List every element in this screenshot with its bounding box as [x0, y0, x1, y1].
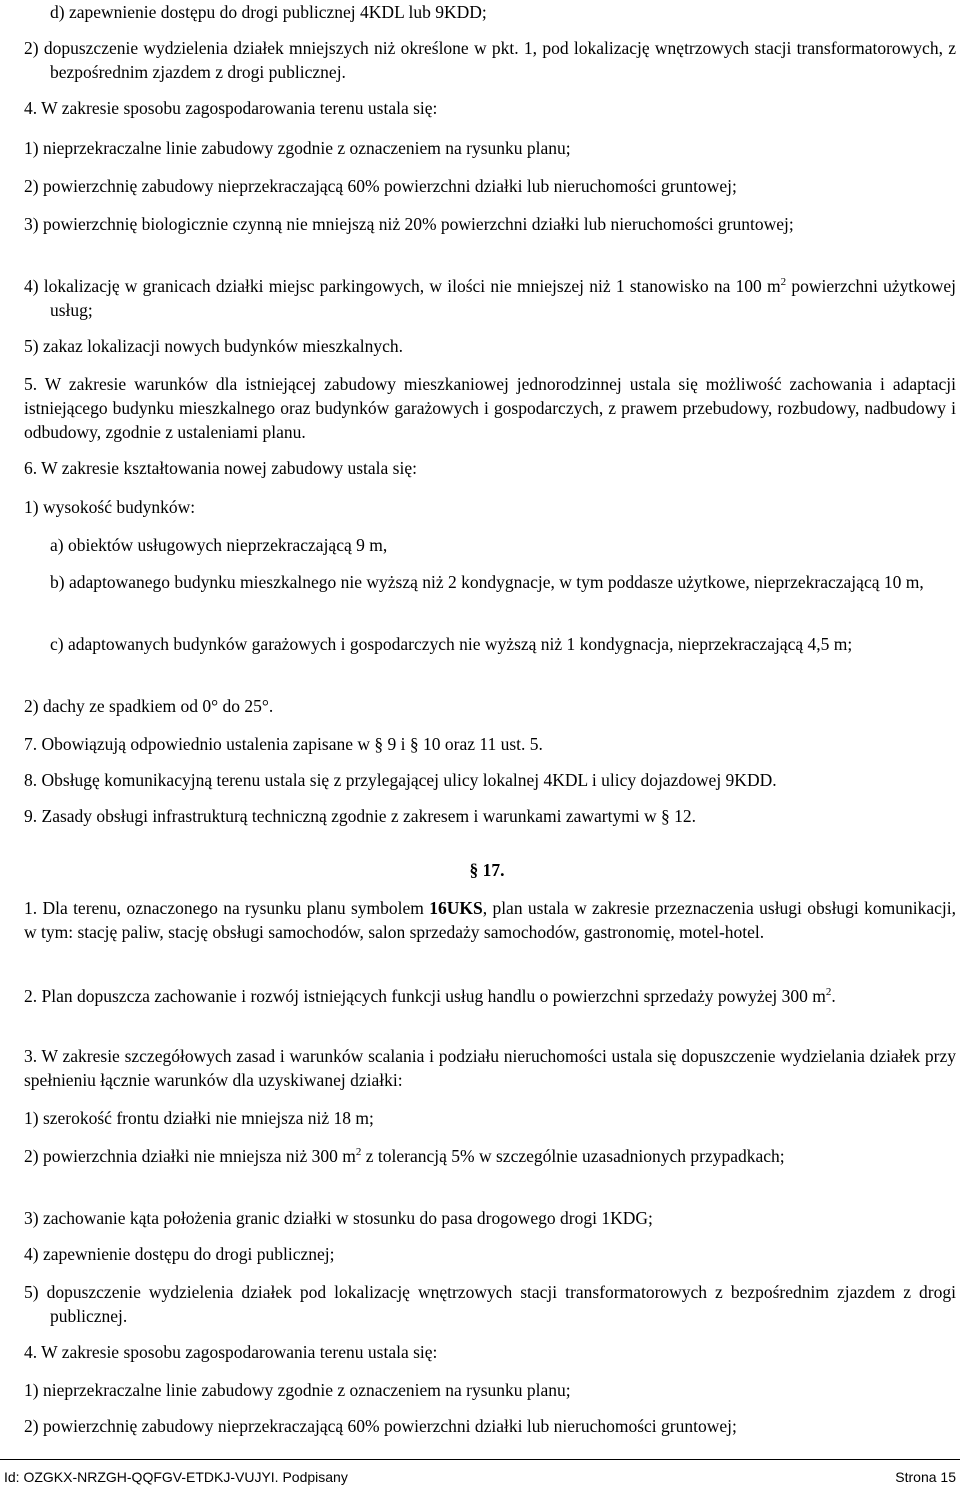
s17-sub-3: 3) zachowanie kąta położenia granic działki w stosunku do pasa drogowego drogi 1KDG;	[24, 1208, 653, 1228]
item-4-parking: 4) lokalizację w granicach działki miejsc parkingowych, w ilości nie mniejszej niż 1 stanowisko na 100 $m^2$ powierzchni użytkowej usług;	[24, 276, 956, 320]
section-6-heading: 6. W zakresie kształtowania nowej zabudowy ustala się:	[24, 458, 417, 478]
superscript: 2	[780, 276, 787, 289]
item-2-building-area: 2) powierzchnię zabudowy nieprzekraczającą 60% powierzchni działki lub nieruchomości gruntowej;	[24, 176, 737, 196]
item-1-height: 1) wysokość budynków:	[24, 497, 196, 517]
s17-item-1: 1. Dla terenu, oznaczonego na rysunku planu symbolem 16UKS, plan ustala w zakresie przeznaczenia usługi obsługi komunikacji, w tym: stację paliw, stację obsługi samochodów, salon sprzedaży samochodów, gastronomię, motel-hotel.	[24, 898, 956, 942]
item-3-biological-area: 3) powierzchnię biologicznie czynną nie mniejszą niż 20% powierzchni działki lub nieruchomości gruntowej;	[24, 214, 794, 234]
item-2-division: 2) dopuszczenie wydzielenia działek mniejszych niż określone w pkt. 1, pod lokalizację wnętrzowych stacji transformatorowych, z bezpośrednim zjazdem z drogi publicznej.	[24, 38, 956, 82]
item-2-roofs: 2) dachy ze spadkiem od 0° do 25°.	[24, 696, 274, 716]
zone-symbol: 16UKS	[429, 898, 483, 918]
item-d-access: d) zapewnienie dostępu do drogi publicznej 4KDL lub 9KDD;	[50, 2, 487, 22]
section-4-heading: 4. W zakresie sposobu zagospodarowania terenu ustala się:	[24, 98, 438, 118]
footer-page-number: Strona 15	[895, 1469, 956, 1485]
item-c-garages: c) adaptowanych budynków garażowych i gospodarczych nie wyższą niż 1 kondygnacja, nieprzekraczającą 4,5 m;	[50, 634, 853, 654]
section-7: 7. Obowiązują odpowiednio ustalenia zapisane w § 9 i § 10 oraz 11 ust. 5.	[24, 734, 543, 754]
superscript: 2	[355, 1146, 362, 1159]
superscript: 2	[825, 986, 832, 999]
section-9: 9. Zasady obsługi infrastrukturą techniczną zgodnie z zakresem i warunkami zawartymi w § 12.	[24, 806, 697, 826]
s17-sub-4: 4) zapewnienie dostępu do drogi publicznej;	[24, 1244, 335, 1264]
s17-item-4: 4. W zakresie sposobu zagospodarowania terenu ustala się:	[24, 1342, 438, 1362]
item-a-service: a) obiektów usługowych nieprzekraczającą 9 m,	[50, 535, 388, 555]
footer-document-id: Id: OZGKX-NRZGH-QQFGV-ETDKJ-VUJYI. Podpisany	[4, 1469, 348, 1485]
section-17-heading: § 17.	[469, 860, 505, 880]
s17-sub-2: 2) powierzchnia działki nie mniejsza niż 300 $m^2$ z tolerancją 5% w szczególnie uzasadnionych przypadkach;	[24, 1146, 785, 1166]
item-5-ban: 5) zakaz lokalizacji nowych budynków mieszkalnych.	[24, 336, 404, 356]
item-b-residential: b) adaptowanego budynku mieszkalnego nie wyższą niż 2 kondygnacje, w tym poddasze użytkowe, nieprzekraczającą 10 m,	[50, 572, 924, 592]
s17-item-4-sub-1: 1) nieprzekraczalne linie zabudowy zgodnie z oznaczeniem na rysunku planu;	[24, 1380, 571, 1400]
section-8: 8. Obsługę komunikacyjną terenu ustala się z przylegającej ulicy lokalnej 4KDL i ulicy dojazdowej 9KDD.	[24, 770, 777, 790]
section-5-paragraph: 5. W zakresie warunków dla istniejącej zabudowy mieszkaniowej jednorodzinnej ustala się możliwość zachowania i adaptacji istniejącego budynku mieszkalnego oraz budynków garażowych i gospodarczych, z prawem przebudowy, rozbudowy, nadbudowy i odbudowy, zgodnie z ustaleniami planu.	[24, 374, 956, 442]
s17-item-2: 2. Plan dopuszcza zachowanie i rozwój istniejących funkcji usług handlu o powierzchni sprzedaży powyżej 300 $m^2$.	[24, 986, 836, 1006]
s17-item-4-sub-2: 2) powierzchnię zabudowy nieprzekraczającą 60% powierzchni działki lub nieruchomości gruntowej;	[24, 1416, 737, 1436]
item-1-building-lines: 1) nieprzekraczalne linie zabudowy zgodnie z oznaczeniem na rysunku planu;	[24, 138, 571, 158]
s17-sub-5: 5) dopuszczenie wydzielenia działek pod lokalizację wnętrzowych stacji transformatorowych z bezpośrednim zjazdem z drogi publicznej.	[24, 1282, 956, 1326]
s17-sub-1: 1) szerokość frontu działki nie mniejsza niż 18 m;	[24, 1108, 374, 1128]
footer-divider	[0, 1459, 960, 1460]
s17-item-3: 3. W zakresie szczegółowych zasad i warunków scalania i podziału nieruchomości ustala się dopuszczenie wydzielania działek przy spełnieniu łącznie warunków dla uzyskiwanej działki:	[24, 1046, 956, 1090]
